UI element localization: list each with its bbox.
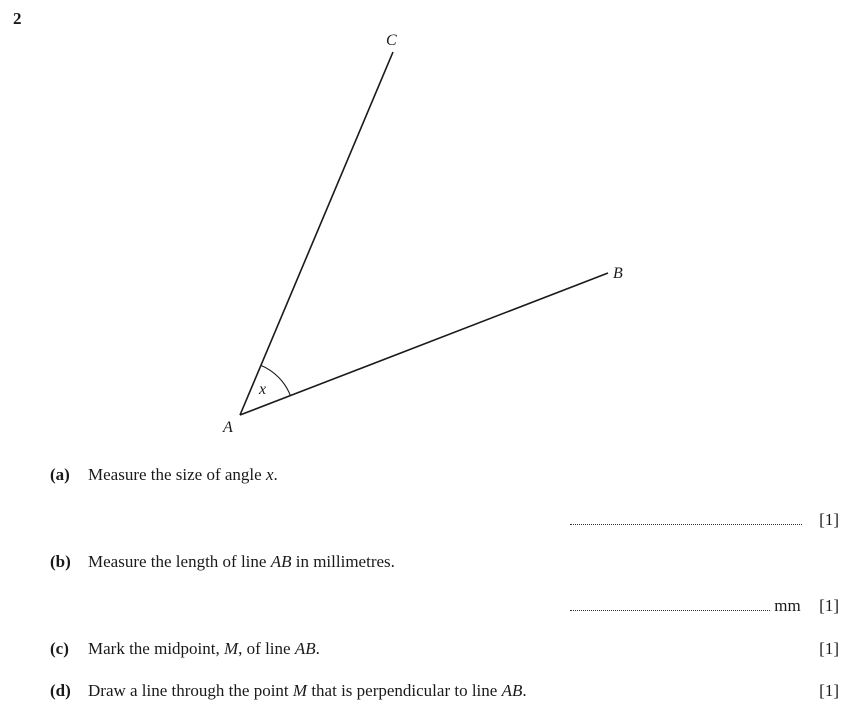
part-c-text-3: , of line [238, 639, 295, 658]
question-number: 2 [13, 9, 22, 28]
unit-mm: mm [774, 596, 801, 615]
part-a-letter: (a) [50, 465, 70, 484]
part-b-text-3: in millimetres. [291, 552, 395, 571]
part-d-text-4: AB [501, 681, 523, 700]
line-ac [240, 52, 393, 415]
mark-a: [1] [819, 510, 839, 529]
answer-dots-b[interactable] [570, 596, 770, 611]
mark-b: [1] [819, 596, 839, 615]
part-b-text-2: AB [270, 552, 292, 571]
answer-dots-a[interactable] [570, 510, 802, 525]
part-c-text-2: M [223, 639, 239, 658]
part-d-text-1: Draw a line through the point [88, 681, 293, 700]
part-d-text-5: . [522, 681, 527, 700]
part-a-text-2: x [265, 465, 274, 484]
point-label-b: B [613, 265, 623, 282]
part-b [50, 552, 395, 572]
part-c [50, 639, 320, 659]
point-label-c: C [386, 32, 397, 49]
part-c-text-5: . [315, 639, 320, 658]
part-d-text-3: that is perpendicular to line [307, 681, 502, 700]
part-d-text-2: M [292, 681, 308, 700]
part-a-text-1: Measure the size of angle [88, 465, 266, 484]
part-c-text-4: AB [294, 639, 316, 658]
angle-label-x: x [259, 381, 267, 398]
mark-c: [1] [819, 639, 839, 658]
answer-line-a[interactable] [570, 510, 802, 530]
part-d-letter: (d) [50, 681, 71, 700]
answer-line-b[interactable] [570, 596, 801, 616]
part-a-text-3: . [273, 465, 278, 484]
line-ab [240, 273, 608, 415]
part-b-letter: (b) [50, 552, 71, 571]
part-d [50, 681, 527, 701]
part-b-text [88, 552, 395, 571]
part-c-text [88, 639, 320, 658]
mark-d: [1] [819, 681, 839, 700]
part-a [50, 465, 278, 485]
part-c-text-1: Mark the midpoint, [88, 639, 224, 658]
part-a-text [88, 465, 278, 484]
part-b-text-1: Measure the length of line [88, 552, 271, 571]
point-label-a: A [223, 419, 233, 436]
part-c-letter: (c) [50, 639, 69, 658]
part-d-text [88, 681, 527, 700]
